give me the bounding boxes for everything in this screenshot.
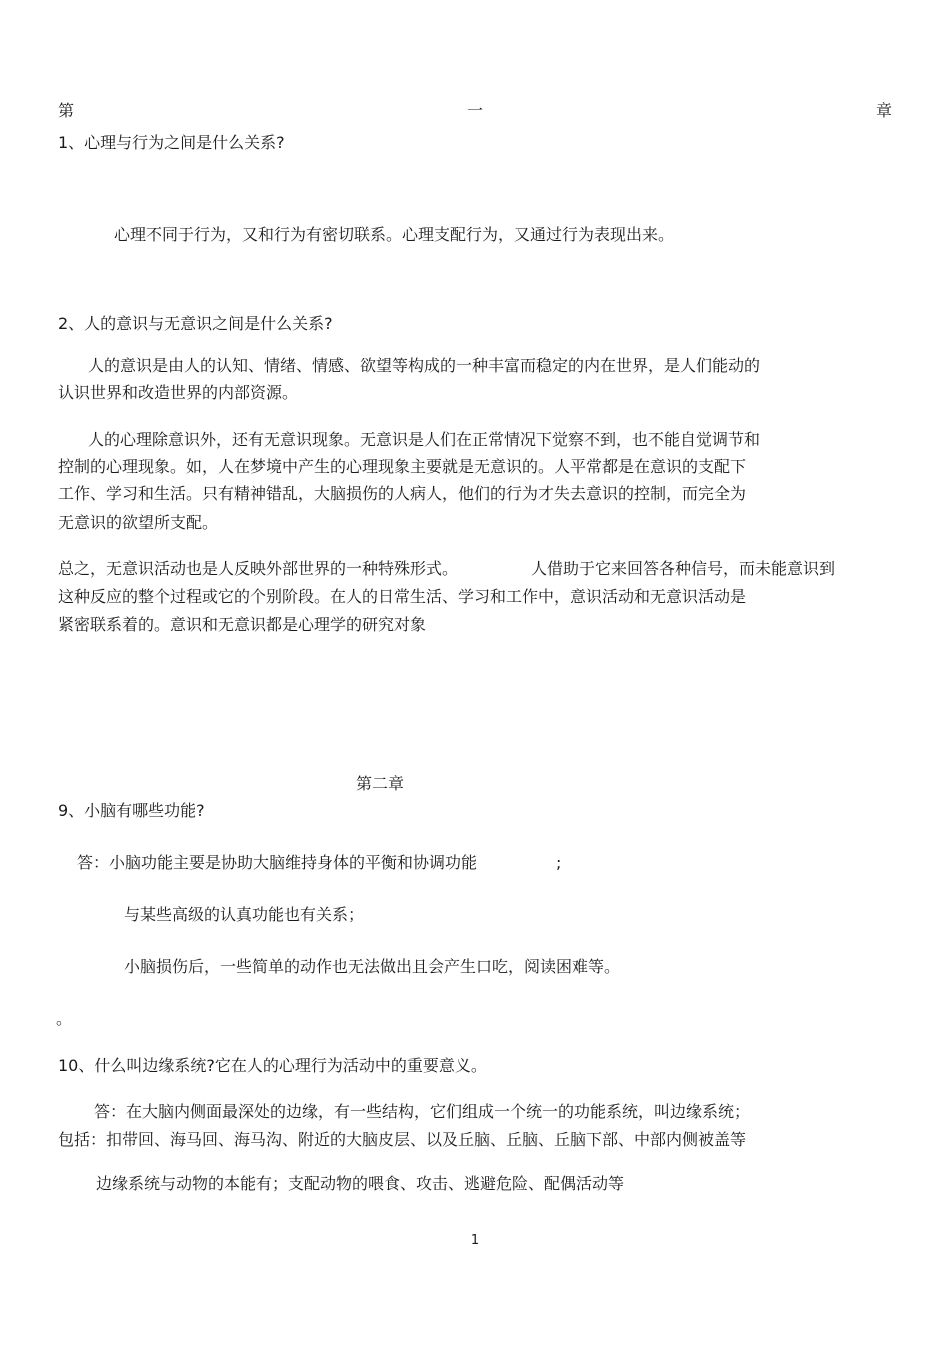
question-2-paragraph-line: 总之，无意识活动也是人反映外部世界的一种特殊形式。 (58, 559, 459, 578)
question-2-paragraph-line: 人的意识是由人的认知、情绪、情感、欲望等构成的一种丰富而稳定的内在世界，是人们能动的 (88, 356, 761, 375)
question-10-answer-line: 边缘系统与动物的本能有；支配动物的喂食、攻击、逃避危险、配偶活动等 (96, 1174, 625, 1193)
chapter-1-heading-char: 一 (466, 101, 483, 120)
chapter-1-heading-char: 第 (58, 101, 75, 120)
question-9-answer-line: 答：小脑功能主要是协助大脑维持身体的平衡和协调功能 (77, 853, 478, 872)
question-9-answer-line: 与某些高级的认真功能也有关系； (124, 905, 365, 924)
question-10-title: 10、什么叫边缘系统?它在人的心理行为活动中的重要意义。 (58, 1056, 487, 1075)
question-9-answer-punct: ; (556, 853, 562, 872)
question-2-paragraph-line: 人借助于它来回答各种信号，而未能意识到 (531, 559, 836, 578)
question-2-paragraph-line: 紧密联系着的。意识和无意识都是心理学的研究对象 (58, 615, 427, 634)
question-2-paragraph-line: 无意识的欲望所支配。 (58, 513, 219, 532)
question-1-answer: 心理不同于行为，又和行为有密切联系。心理支配行为，又通过行为表现出来。 (114, 225, 675, 244)
question-9-title: 9、小脑有哪些功能? (58, 801, 205, 820)
question-9-answer-line: 小脑损伤后，一些简单的动作也无法做出且会产生口吃，阅读困难等。 (124, 957, 621, 976)
question-10-answer-line: 包括：扣带回、海马回、海马沟、附近的大脑皮层、以及丘脑、丘脑、丘脑下部、中部内侧被盖等 (58, 1130, 747, 1149)
question-10-answer-line: 答：在大脑内侧面最深处的边缘，有一些结构，它们组成一个统一的功能系统，叫边缘系统； (94, 1102, 751, 1121)
question-2-paragraph-line: 工作、学习和生活。只有精神错乱，大脑损伤的人病人，他们的行为才失去意识的控制，而完全为 (58, 484, 747, 503)
chapter-2-heading: 第二章 (356, 774, 405, 793)
stray-punctuation: 。 (56, 1009, 73, 1028)
question-2-title: 2、人的意识与无意识之间是什么关系? (58, 314, 333, 333)
question-2-paragraph-line: 控制的心理现象。如，人在梦境中产生的心理现象主要就是无意识的。人平常都是在意识的支配下 (58, 457, 747, 476)
question-2-paragraph-line: 认识世界和改造世界的内部资源。 (58, 383, 299, 402)
question-2-paragraph-line: 这种反应的整个过程或它的个别阶段。在人的日常生活、学习和工作中，意识活动和无意识活动是 (58, 587, 747, 606)
question-2-paragraph-line: 人的心理除意识外，还有无意识现象。无意识是人们在正常情况下觉察不到，也不能自觉调节和 (88, 430, 761, 449)
page-number: 1 (470, 1233, 480, 1248)
chapter-1-heading (58, 100, 892, 124)
chapter-1-heading-char: 章 (875, 101, 892, 120)
question-1-title: 1、心理与行为之间是什么关系? (58, 133, 285, 152)
